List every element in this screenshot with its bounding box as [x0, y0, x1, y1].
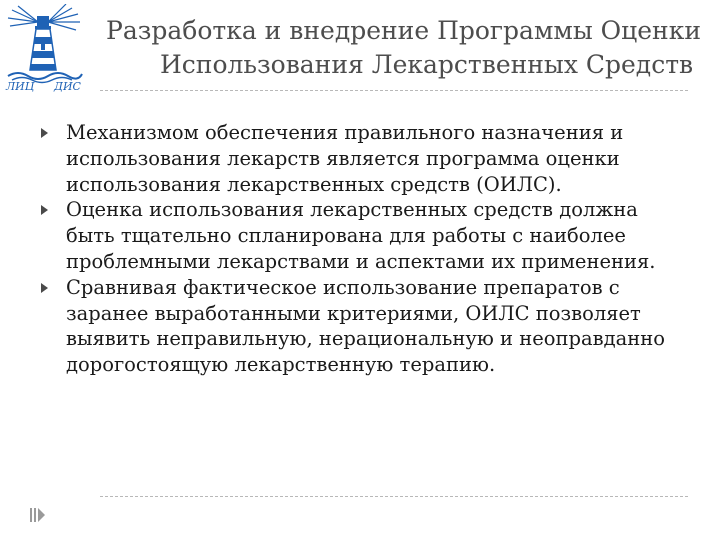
footer-divider: [100, 496, 688, 497]
bullet-item: [40, 120, 690, 197]
bullet-text: Оценка использования лекарственных средств должна быть тщательно спланирована для работы с наиболее проблемными лекарствами и аспектами их применения.: [66, 198, 656, 273]
bullet-text: Механизмом обеспечения правильного назначения и использования лекарств является программа оценки использования лекарственных средств (ОИЛС).: [66, 121, 624, 196]
slide-title: [100, 14, 712, 82]
slide-nav-arrow-icon[interactable]: [28, 506, 46, 524]
title-divider: [100, 90, 688, 91]
bullet-arrow-icon: [41, 205, 48, 215]
bullet-text: Сравнивая фактическое использование препаратов с заранее выработанными критериями, ОИЛС позволяет выявить неправильную, нерациональную и неоправданно дорогостоящую лекарственную терапию.: [66, 275, 665, 377]
bullet-arrow-icon: [41, 128, 48, 138]
slide-title-line-1: Разработка и внедрение Программы Оценки: [106, 16, 701, 45]
logo-left-text: ЛИЦ: [6, 80, 35, 92]
bullet-arrow-icon: [41, 283, 48, 293]
bullet-list: [40, 120, 690, 378]
bullet-item: [40, 275, 690, 378]
bullet-item: [40, 197, 690, 274]
slide-title-line-2: Использования Лекарственных Средств: [160, 50, 694, 79]
lighthouse-icon: [4, 4, 84, 92]
logo-right-text: ДИС: [54, 80, 81, 92]
lighthouse-logo: [4, 4, 84, 92]
